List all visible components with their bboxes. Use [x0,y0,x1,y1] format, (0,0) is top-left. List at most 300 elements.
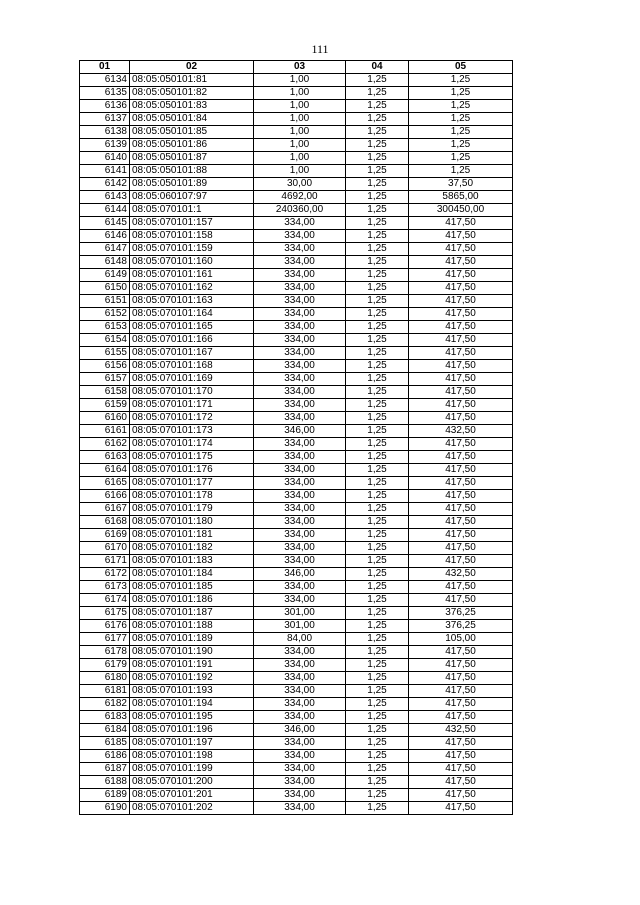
cell-area: 334,00 [254,516,346,529]
cell-cadastral-code: 08:05:070101:176 [130,464,254,477]
table-row [80,568,513,581]
cell-total: 417,50 [409,776,513,789]
cell-area: 334,00 [254,399,346,412]
cell-cadastral-code: 08:05:070101:188 [130,620,254,633]
cell-cadastral-code: 08:05:070101:1 [130,204,254,217]
cell-number: 6184 [80,724,130,737]
cell-area: 334,00 [254,659,346,672]
cell-number: 6187 [80,763,130,776]
cell-number: 6163 [80,451,130,464]
cell-cadastral-code: 08:05:070101:162 [130,282,254,295]
cell-number: 6169 [80,529,130,542]
table-row [80,789,513,802]
table-row [80,607,513,620]
table-row [80,451,513,464]
cell-coefficient: 1,25 [346,243,409,256]
cell-total: 417,50 [409,230,513,243]
cell-cadastral-code: 08:05:070101:201 [130,789,254,802]
cell-total: 417,50 [409,594,513,607]
table-header [80,61,513,74]
cell-area: 1,00 [254,100,346,113]
cell-area: 334,00 [254,308,346,321]
cell-cadastral-code: 08:05:070101:157 [130,217,254,230]
cell-coefficient: 1,25 [346,425,409,438]
cell-cadastral-code: 08:05:070101:184 [130,568,254,581]
header-row [80,61,513,74]
cell-number: 6155 [80,347,130,360]
cell-total: 376,25 [409,620,513,633]
column-header: 01 [80,61,130,74]
table-body [80,74,513,815]
table-row [80,503,513,516]
page-number: 111 [311,42,329,56]
cell-number: 6153 [80,321,130,334]
table-row [80,776,513,789]
cell-coefficient: 1,25 [346,165,409,178]
cell-coefficient: 1,25 [346,568,409,581]
cell-area: 334,00 [254,243,346,256]
cell-number: 6164 [80,464,130,477]
cell-area: 346,00 [254,425,346,438]
cell-cadastral-code: 08:05:070101:196 [130,724,254,737]
cell-cadastral-code: 08:05:070101:175 [130,451,254,464]
table-row [80,425,513,438]
cell-total: 417,50 [409,737,513,750]
cell-total: 1,25 [409,74,513,87]
cell-area: 30,00 [254,178,346,191]
cell-total: 1,25 [409,87,513,100]
table-row [80,724,513,737]
cell-coefficient: 1,25 [346,74,409,87]
cell-cadastral-code: 08:05:070101:163 [130,295,254,308]
cell-total: 417,50 [409,347,513,360]
cell-cadastral-code: 08:05:070101:165 [130,321,254,334]
cell-total: 417,50 [409,685,513,698]
cell-coefficient: 1,25 [346,750,409,763]
cell-total: 1,25 [409,126,513,139]
cell-area: 1,00 [254,139,346,152]
cell-number: 6166 [80,490,130,503]
table-row [80,438,513,451]
table-row [80,152,513,165]
cell-cadastral-code: 08:05:070101:161 [130,269,254,282]
cell-area: 334,00 [254,321,346,334]
cell-cadastral-code: 08:05:070101:173 [130,425,254,438]
cell-number: 6162 [80,438,130,451]
table-row [80,100,513,113]
table-row [80,113,513,126]
cell-total: 432,50 [409,425,513,438]
table-row [80,191,513,204]
cell-coefficient: 1,25 [346,646,409,659]
cell-number: 6168 [80,516,130,529]
cell-number: 6150 [80,282,130,295]
table-row [80,217,513,230]
cell-total: 417,50 [409,256,513,269]
cell-area: 334,00 [254,347,346,360]
cell-area: 301,00 [254,620,346,633]
cell-total: 417,50 [409,555,513,568]
cell-cadastral-code: 08:05:070101:190 [130,646,254,659]
cell-area: 1,00 [254,87,346,100]
cell-cadastral-code: 08:05:070101:164 [130,308,254,321]
cell-number: 6159 [80,399,130,412]
cell-area: 334,00 [254,373,346,386]
cell-coefficient: 1,25 [346,542,409,555]
cell-number: 6141 [80,165,130,178]
cell-cadastral-code: 08:05:050101:83 [130,100,254,113]
table-row [80,685,513,698]
cell-number: 6149 [80,269,130,282]
cell-cadastral-code: 08:05:070101:179 [130,503,254,516]
cell-coefficient: 1,25 [346,490,409,503]
table-row [80,243,513,256]
cell-cadastral-code: 08:05:070101:200 [130,776,254,789]
cell-cadastral-code: 08:05:070101:167 [130,347,254,360]
cell-number: 6186 [80,750,130,763]
table-row [80,360,513,373]
cell-cadastral-code: 08:05:070101:178 [130,490,254,503]
table-row [80,165,513,178]
cell-total: 417,50 [409,477,513,490]
cell-coefficient: 1,25 [346,503,409,516]
table-row [80,308,513,321]
cell-cadastral-code: 08:05:070101:166 [130,334,254,347]
cell-coefficient: 1,25 [346,594,409,607]
table-row [80,126,513,139]
cell-cadastral-code: 08:05:070101:191 [130,659,254,672]
cell-area: 334,00 [254,282,346,295]
cell-total: 417,50 [409,490,513,503]
cell-cadastral-code: 08:05:050101:84 [130,113,254,126]
cell-coefficient: 1,25 [346,607,409,620]
cell-area: 334,00 [254,763,346,776]
cell-total: 417,50 [409,321,513,334]
cell-number: 6134 [80,74,130,87]
cell-area: 334,00 [254,685,346,698]
cell-total: 1,25 [409,165,513,178]
cell-coefficient: 1,25 [346,464,409,477]
table-row [80,139,513,152]
cell-total: 417,50 [409,516,513,529]
table-row [80,529,513,542]
cell-cadastral-code: 08:05:050101:82 [130,87,254,100]
cell-cadastral-code: 08:05:050101:89 [130,178,254,191]
table-row [80,581,513,594]
cell-area: 346,00 [254,724,346,737]
cell-total: 417,50 [409,217,513,230]
cell-coefficient: 1,25 [346,100,409,113]
cell-coefficient: 1,25 [346,347,409,360]
cell-coefficient: 1,25 [346,87,409,100]
cell-cadastral-code: 08:05:050101:81 [130,74,254,87]
cell-number: 6176 [80,620,130,633]
cell-cadastral-code: 08:05:070101:183 [130,555,254,568]
cell-total: 5865,00 [409,191,513,204]
cell-cadastral-code: 08:05:070101:172 [130,412,254,425]
cell-coefficient: 1,25 [346,789,409,802]
cell-coefficient: 1,25 [346,126,409,139]
table-row [80,477,513,490]
cell-area: 334,00 [254,737,346,750]
cell-total: 417,50 [409,282,513,295]
cell-cadastral-code: 08:05:050101:88 [130,165,254,178]
cell-area: 334,00 [254,464,346,477]
table-row [80,178,513,191]
cell-number: 6148 [80,256,130,269]
cell-number: 6189 [80,789,130,802]
table-row [80,490,513,503]
cell-area: 334,00 [254,412,346,425]
cell-area: 334,00 [254,698,346,711]
cell-coefficient: 1,25 [346,555,409,568]
cell-total: 417,50 [409,789,513,802]
cell-number: 6167 [80,503,130,516]
cell-area: 334,00 [254,503,346,516]
cell-coefficient: 1,25 [346,529,409,542]
cell-number: 6138 [80,126,130,139]
cell-area: 84,00 [254,633,346,646]
table-row [80,594,513,607]
cell-coefficient: 1,25 [346,776,409,789]
cell-coefficient: 1,25 [346,191,409,204]
table-row [80,386,513,399]
cell-area: 334,00 [254,295,346,308]
cell-cadastral-code: 08:05:050101:86 [130,139,254,152]
cell-total: 432,50 [409,724,513,737]
cell-coefficient: 1,25 [346,737,409,750]
cell-number: 6154 [80,334,130,347]
table-row [80,399,513,412]
cell-number: 6143 [80,191,130,204]
cell-coefficient: 1,25 [346,412,409,425]
cell-cadastral-code: 08:05:070101:174 [130,438,254,451]
cell-coefficient: 1,25 [346,295,409,308]
cell-number: 6175 [80,607,130,620]
cell-coefficient: 1,25 [346,321,409,334]
cell-area: 334,00 [254,789,346,802]
cell-number: 6158 [80,386,130,399]
cell-number: 6152 [80,308,130,321]
cell-area: 334,00 [254,555,346,568]
table-row [80,802,513,815]
cell-number: 6145 [80,217,130,230]
cell-coefficient: 1,25 [346,204,409,217]
cell-total: 417,50 [409,308,513,321]
cell-area: 334,00 [254,334,346,347]
cell-area: 4692,00 [254,191,346,204]
cell-number: 6190 [80,802,130,815]
cell-coefficient: 1,25 [346,373,409,386]
cell-total: 105,00 [409,633,513,646]
cell-total: 417,50 [409,373,513,386]
cell-total: 417,50 [409,412,513,425]
column-header: 04 [346,61,409,74]
cell-number: 6188 [80,776,130,789]
table-row [80,412,513,425]
cell-cadastral-code: 08:05:070101:168 [130,360,254,373]
cell-total: 417,50 [409,581,513,594]
cell-area: 334,00 [254,646,346,659]
cell-cadastral-code: 08:05:070101:169 [130,373,254,386]
cell-area: 346,00 [254,568,346,581]
cell-coefficient: 1,25 [346,620,409,633]
cell-cadastral-code: 08:05:070101:159 [130,243,254,256]
cell-number: 6135 [80,87,130,100]
cell-coefficient: 1,25 [346,516,409,529]
cell-number: 6146 [80,230,130,243]
cell-area: 1,00 [254,126,346,139]
cell-area: 334,00 [254,581,346,594]
cell-area: 334,00 [254,360,346,373]
table-row [80,282,513,295]
cell-cadastral-code: 08:05:070101:182 [130,542,254,555]
cell-cadastral-code: 08:05:070101:186 [130,594,254,607]
cell-number: 6181 [80,685,130,698]
cell-total: 432,50 [409,568,513,581]
cell-coefficient: 1,25 [346,139,409,152]
table-row [80,334,513,347]
column-header: 02 [130,61,254,74]
cell-coefficient: 1,25 [346,217,409,230]
cell-total: 1,25 [409,100,513,113]
cell-total: 417,50 [409,243,513,256]
table-row [80,464,513,477]
cell-coefficient: 1,25 [346,581,409,594]
table-row [80,204,513,217]
cell-total: 417,50 [409,763,513,776]
cell-cadastral-code: 08:05:070101:158 [130,230,254,243]
cell-area: 301,00 [254,607,346,620]
table-row [80,555,513,568]
cell-cadastral-code: 08:05:070101:170 [130,386,254,399]
table-row [80,620,513,633]
cell-total: 417,50 [409,334,513,347]
table-row [80,295,513,308]
cell-number: 6171 [80,555,130,568]
cell-number: 6144 [80,204,130,217]
cell-area: 334,00 [254,776,346,789]
table-row [80,87,513,100]
cell-coefficient: 1,25 [346,633,409,646]
cell-number: 6139 [80,139,130,152]
cell-total: 417,50 [409,386,513,399]
data-table [79,60,513,815]
cell-cadastral-code: 08:05:070101:199 [130,763,254,776]
cell-number: 6147 [80,243,130,256]
cell-coefficient: 1,25 [346,672,409,685]
table-row [80,633,513,646]
cell-coefficient: 1,25 [346,659,409,672]
cell-area: 1,00 [254,152,346,165]
cell-area: 334,00 [254,802,346,815]
table-row [80,347,513,360]
cell-total: 417,50 [409,269,513,282]
cell-total: 417,50 [409,464,513,477]
cell-area: 334,00 [254,529,346,542]
cell-cadastral-code: 08:05:070101:202 [130,802,254,815]
cell-cadastral-code: 08:05:070101:197 [130,737,254,750]
cell-area: 334,00 [254,672,346,685]
cell-cadastral-code: 08:05:060107:97 [130,191,254,204]
cell-area: 1,00 [254,113,346,126]
cell-area: 334,00 [254,230,346,243]
cell-cadastral-code: 08:05:070101:195 [130,711,254,724]
cell-coefficient: 1,25 [346,477,409,490]
table-row [80,750,513,763]
cell-cadastral-code: 08:05:070101:177 [130,477,254,490]
table-row [80,711,513,724]
cell-number: 6177 [80,633,130,646]
cell-total: 417,50 [409,698,513,711]
cell-number: 6179 [80,659,130,672]
cell-total: 417,50 [409,451,513,464]
table-row [80,256,513,269]
cell-number: 6160 [80,412,130,425]
cell-coefficient: 1,25 [346,724,409,737]
cell-coefficient: 1,25 [346,763,409,776]
cell-cadastral-code: 08:05:070101:180 [130,516,254,529]
cell-coefficient: 1,25 [346,698,409,711]
cell-cadastral-code: 08:05:070101:193 [130,685,254,698]
cell-total: 417,50 [409,529,513,542]
cell-cadastral-code: 08:05:070101:187 [130,607,254,620]
cell-total: 417,50 [409,750,513,763]
column-header: 05 [409,61,513,74]
cell-cadastral-code: 08:05:070101:171 [130,399,254,412]
cell-total: 1,25 [409,113,513,126]
cell-coefficient: 1,25 [346,230,409,243]
cell-total: 1,25 [409,152,513,165]
cell-coefficient: 1,25 [346,256,409,269]
table-row [80,230,513,243]
cell-cadastral-code: 08:05:070101:181 [130,529,254,542]
cell-coefficient: 1,25 [346,685,409,698]
cell-coefficient: 1,25 [346,451,409,464]
cell-area: 334,00 [254,750,346,763]
cell-area: 334,00 [254,217,346,230]
table-row [80,646,513,659]
cell-area: 1,00 [254,165,346,178]
cell-number: 6172 [80,568,130,581]
cell-number: 6136 [80,100,130,113]
cell-cadastral-code: 08:05:070101:189 [130,633,254,646]
table-row [80,373,513,386]
cell-total: 417,50 [409,646,513,659]
cell-cadastral-code: 08:05:070101:192 [130,672,254,685]
cell-area: 334,00 [254,477,346,490]
cell-total: 417,50 [409,399,513,412]
cell-coefficient: 1,25 [346,334,409,347]
cell-number: 6165 [80,477,130,490]
cell-number: 6170 [80,542,130,555]
cell-total: 376,25 [409,607,513,620]
cell-coefficient: 1,25 [346,399,409,412]
table-row [80,74,513,87]
cell-number: 6180 [80,672,130,685]
table-row [80,659,513,672]
cell-area: 334,00 [254,542,346,555]
cell-total: 417,50 [409,659,513,672]
table-row [80,737,513,750]
cell-coefficient: 1,25 [346,282,409,295]
cell-cadastral-code: 08:05:070101:185 [130,581,254,594]
cell-total: 417,50 [409,360,513,373]
cell-coefficient: 1,25 [346,269,409,282]
cell-area: 334,00 [254,594,346,607]
table-row [80,763,513,776]
cell-area: 240360,00 [254,204,346,217]
